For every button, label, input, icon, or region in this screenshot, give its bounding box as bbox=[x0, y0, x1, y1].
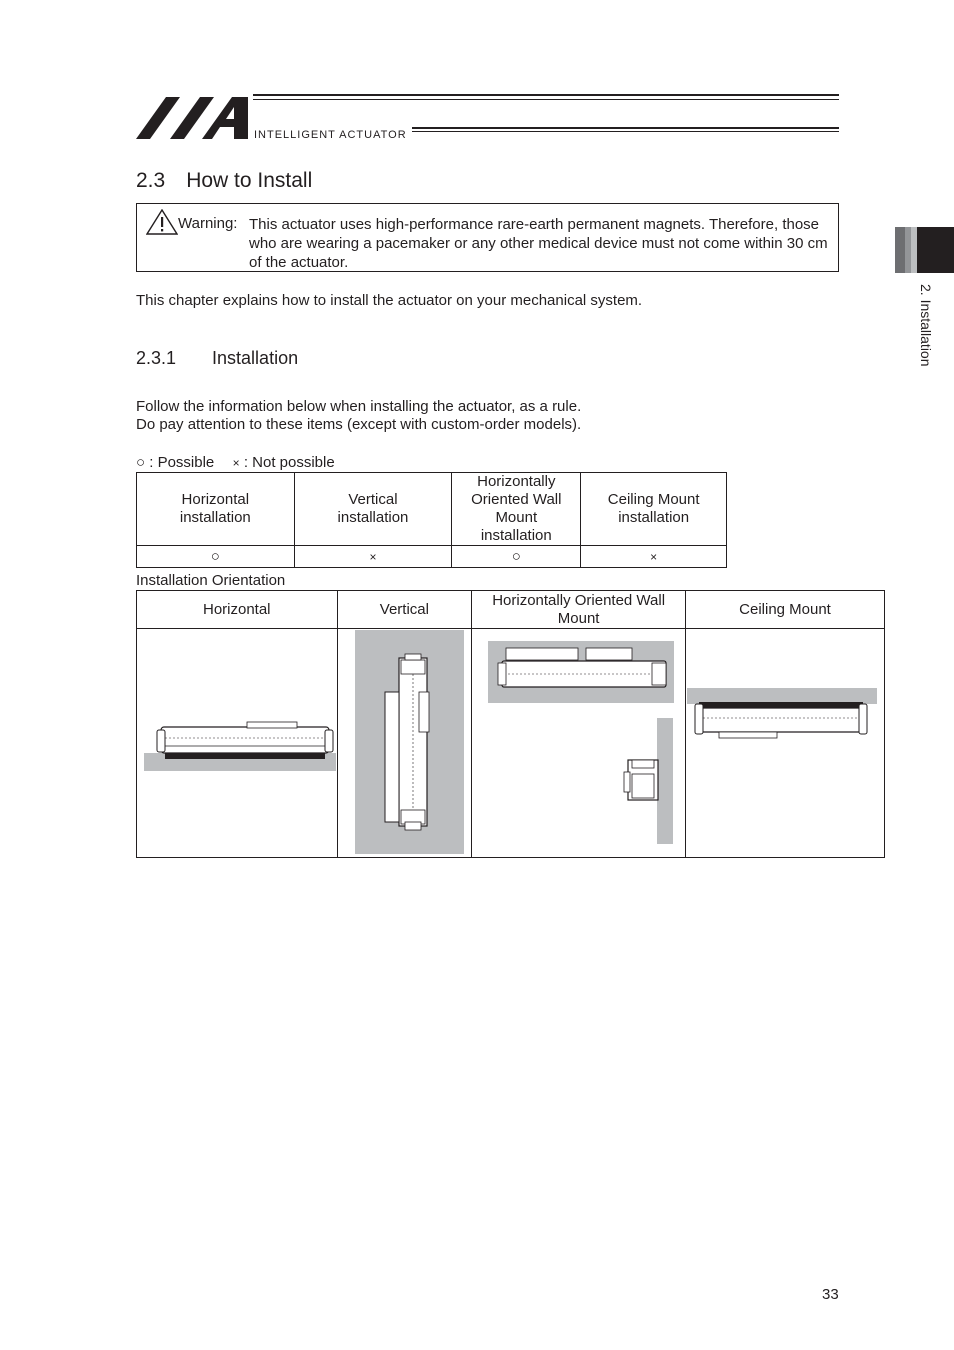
orientation-caption: Installation Orientation bbox=[136, 572, 286, 589]
side-tab-block bbox=[917, 227, 954, 273]
actuator-wall-front-illustration bbox=[488, 641, 674, 703]
not-possible-symbol: × bbox=[232, 456, 240, 470]
orientation-cell-ceiling bbox=[686, 629, 885, 858]
subsection-line-2: Do pay attention to these items (except with custom-order models). bbox=[136, 416, 582, 433]
header-rule-top-1 bbox=[253, 94, 839, 96]
not-possible-label: : Not possible bbox=[243, 454, 335, 471]
install-value-wall: ○ bbox=[452, 546, 581, 568]
install-table bbox=[136, 472, 727, 568]
header-rule-bottom-1 bbox=[412, 127, 839, 129]
orientation-header-wall: Horizontally Oriented Wall Mount bbox=[472, 591, 686, 629]
install-header-ceiling: Ceiling Mount installation bbox=[581, 473, 727, 546]
side-tab-stripe bbox=[895, 227, 905, 273]
subsection-line-1: Follow the information below when installing the actuator, as a rule. bbox=[136, 398, 582, 415]
install-value-ceiling: × bbox=[581, 546, 727, 568]
iai-logo-icon bbox=[136, 93, 254, 141]
actuator-vertical-illustration bbox=[355, 630, 465, 854]
warning-box bbox=[136, 203, 839, 272]
subsection-title: 2.3.1 Installation bbox=[136, 348, 299, 368]
section-title: 2.3 How to Install bbox=[136, 169, 313, 192]
orientation-header-ceiling: Ceiling Mount bbox=[686, 591, 885, 629]
possible-label: : Possible bbox=[149, 454, 215, 471]
header-rule-bottom-2 bbox=[412, 131, 839, 132]
warning-text: This actuator uses high-performance rare-earth permanent magnets. Therefore, those who are wearing a pacemaker or any other medical device must not come within 30 cm of the actuator. bbox=[249, 216, 828, 271]
install-header-horizontal: Horizontal installation bbox=[137, 473, 295, 546]
actuator-wall-side-illustration bbox=[620, 718, 674, 844]
install-value-vertical: × bbox=[294, 546, 452, 568]
orientation-header-vertical: Vertical bbox=[337, 591, 472, 629]
install-header-wall: Horizontally Oriented Wall Mount installation bbox=[452, 473, 581, 546]
mount-surface bbox=[687, 688, 877, 704]
install-header-vertical: Vertical installation bbox=[294, 473, 452, 546]
warning-label: Warning: bbox=[178, 215, 238, 232]
header-rule-top-2 bbox=[253, 99, 839, 100]
warning-icon bbox=[146, 209, 178, 235]
legend bbox=[136, 454, 335, 472]
page-number: 33 bbox=[822, 1286, 839, 1303]
install-value-horizontal: ○ bbox=[137, 546, 295, 568]
intro-paragraph: This chapter explains how to install the actuator on your mechanical system. bbox=[136, 292, 643, 309]
side-tab-label: 2. Installation bbox=[918, 284, 934, 367]
actuator-ceiling-illustration bbox=[687, 688, 877, 740]
mount-surface bbox=[657, 718, 673, 844]
logo-text: INTELLIGENT ACTUATOR bbox=[254, 129, 407, 141]
possible-symbol: ○ bbox=[136, 454, 146, 471]
actuator-horizontal-illustration bbox=[143, 718, 337, 774]
orientation-header-horizontal: Horizontal bbox=[137, 591, 338, 629]
